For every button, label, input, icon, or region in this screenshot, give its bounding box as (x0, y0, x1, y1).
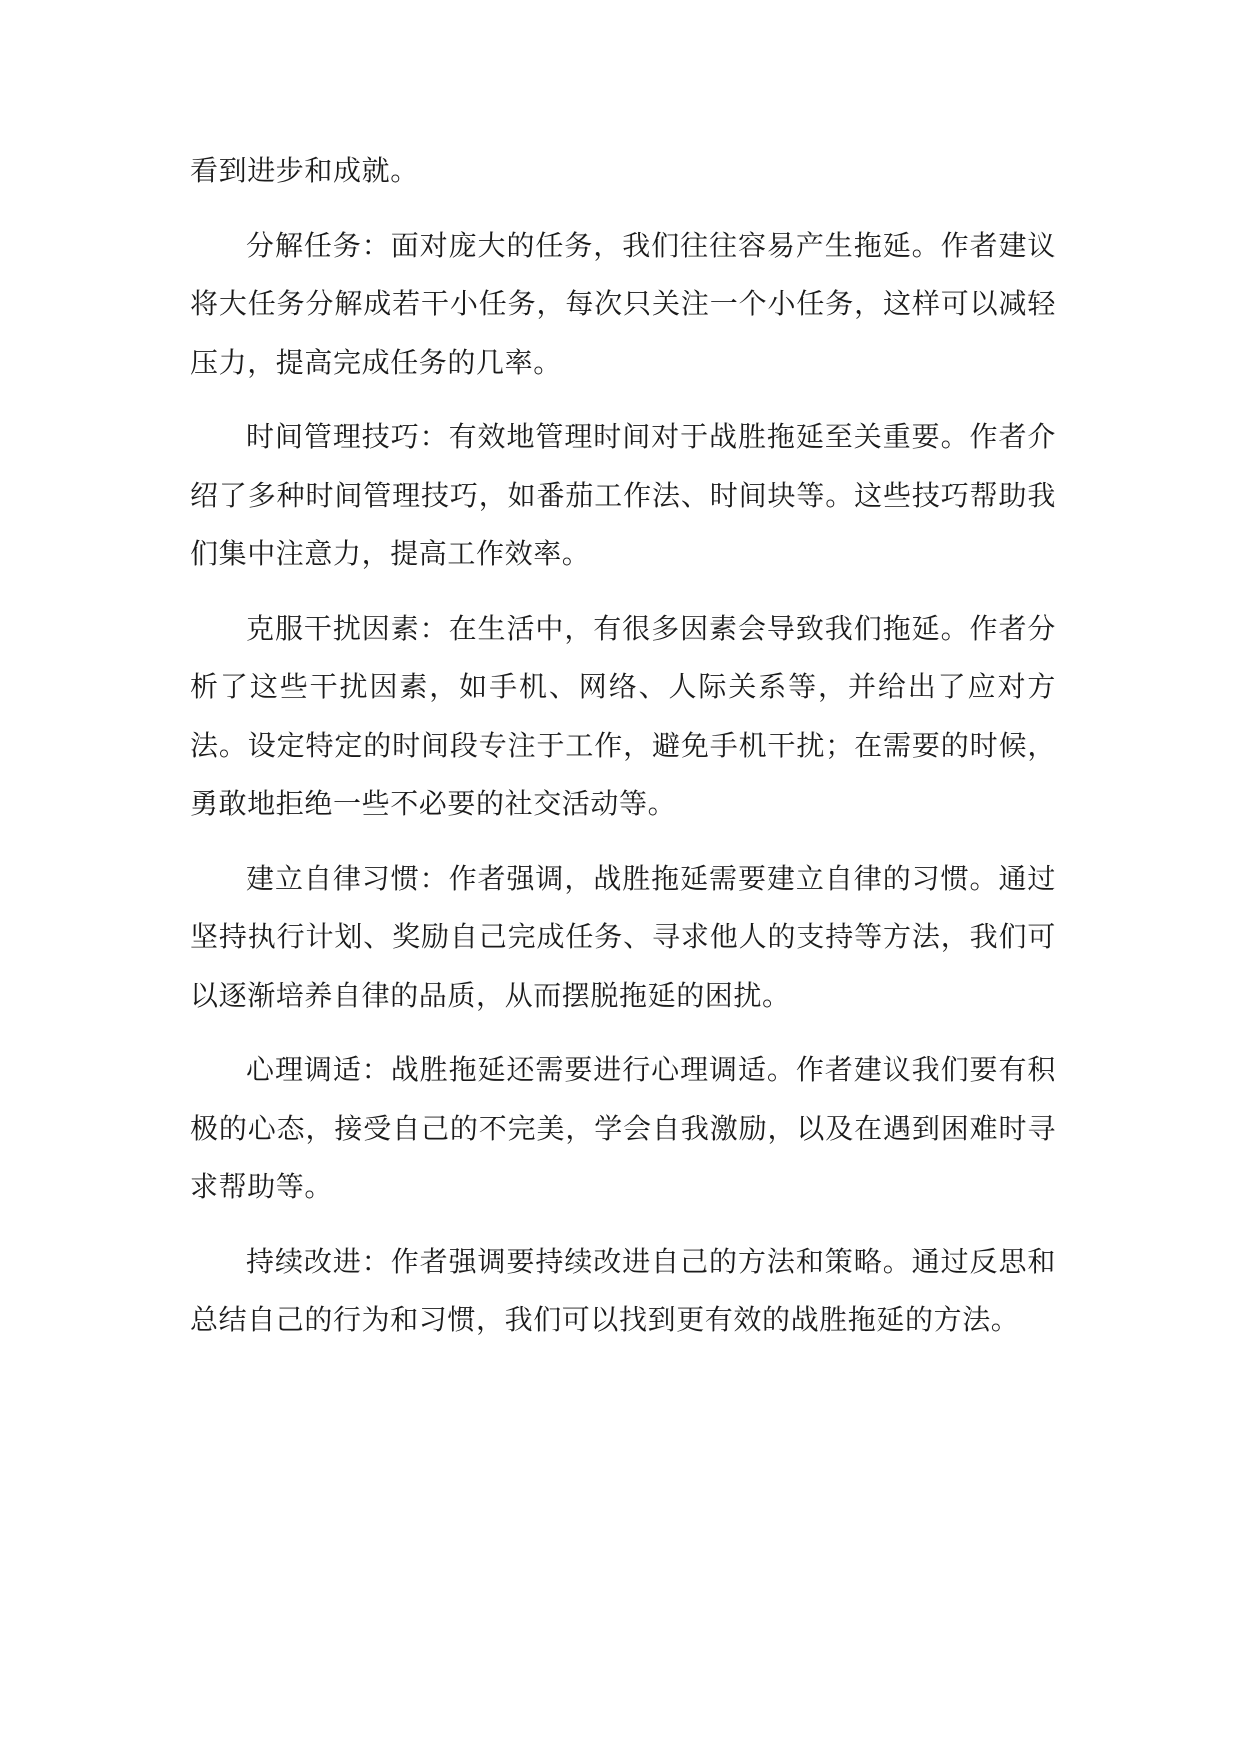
document-body (190, 142, 1056, 1366)
paragraph-continuation: 看到进步和成就。 (190, 154, 419, 187)
paragraph-self-discipline: 建立自律习惯：作者强调，战胜拖延需要建立自律的习惯。通过坚持执行计划、奖励自己完成任务、寻求他人的支持等方法，我们可以逐渐培养自律的品质，从而摆脱拖延的困扰。 (190, 861, 1056, 1012)
paragraph-task-breakdown: 分解任务：面对庞大的任务，我们往往容易产生拖延。作者建议将大任务分解成若干小任务，每次只关注一个小任务，这样可以减轻压力，提高完成任务的几率。 (190, 228, 1056, 379)
paragraph-mental-adjustment: 心理调适：战胜拖延还需要进行心理调适。作者建议我们要有积极的心态，接受自己的不完美，学会自我激励，以及在遇到困难时寻求帮助等。 (190, 1053, 1056, 1203)
paragraph-overcome-distractions: 克服干扰因素：在生活中，有很多因素会导致我们拖延。作者分析了这些干扰因素，如手机、网络、人际关系等，并给出了应对方法。设定特定的时间段专注于工作，避免手机干扰；在需要的时候，勇敢地拒绝一些不必要的社交活动等。 (190, 611, 1056, 820)
paragraph-time-management: 时间管理技巧：有效地管理时间对于战胜拖延至关重要。作者介绍了多种时间管理技巧，如番茄工作法、时间块等。这些技巧帮助我们集中注意力，提高工作效率。 (190, 420, 1056, 570)
paragraph-continuous-improvement: 持续改进：作者强调要持续改进自己的方法和策略。通过反思和总结自己的行为和习惯，我们可以找到更有效的战胜拖延的方法。 (190, 1244, 1056, 1336)
